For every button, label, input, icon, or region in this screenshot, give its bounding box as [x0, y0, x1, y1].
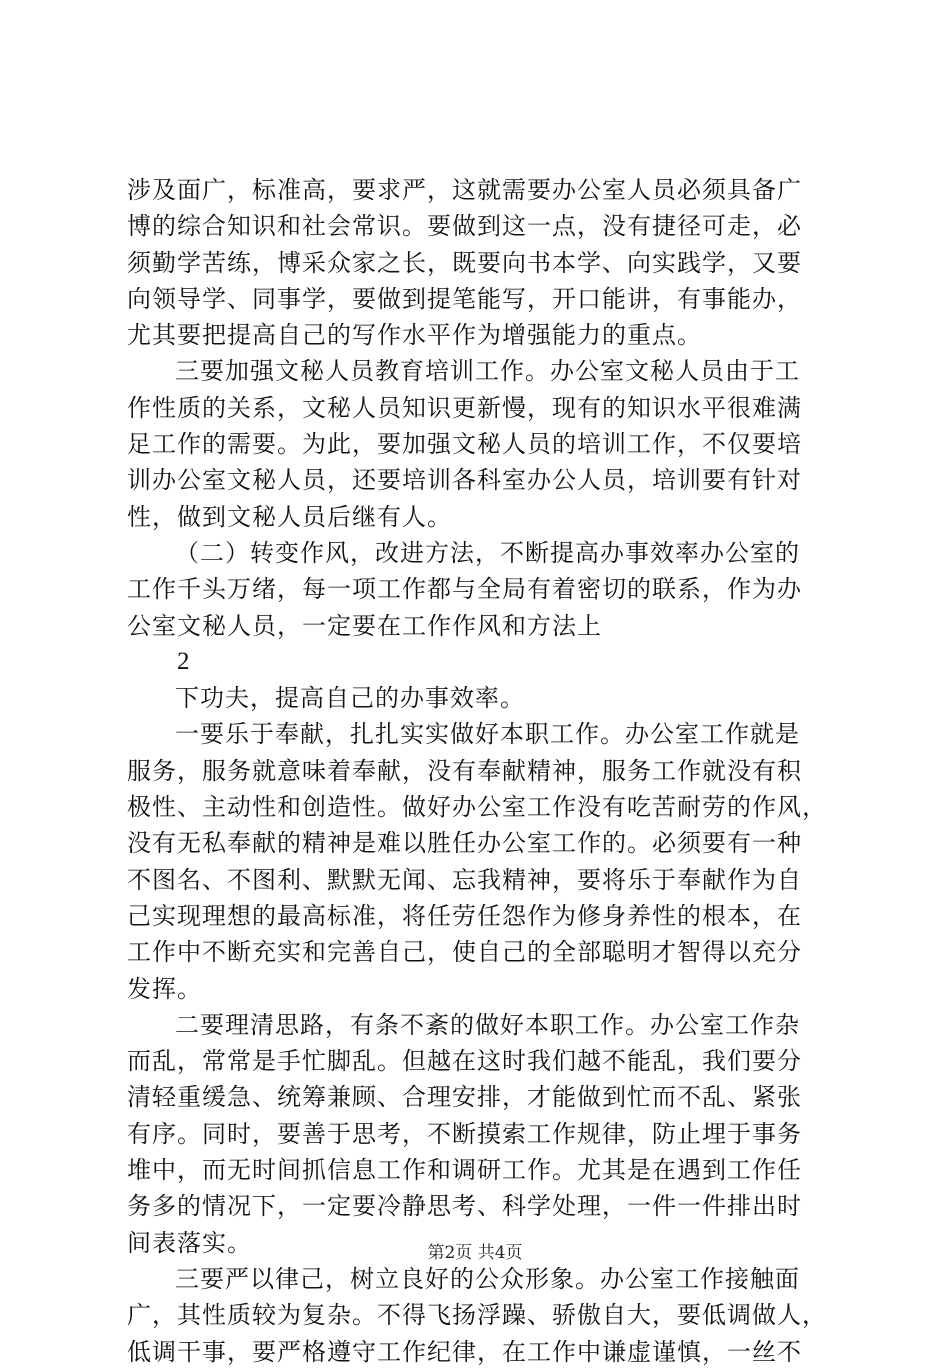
text-line: 尤其要把提高自己的写作水平作为增强能力的重点。 [127, 321, 702, 350]
text-line: 足工作的需要。为此，要加强文秘人员的培训工作，不仅要培 [127, 430, 802, 459]
text-line: 己实现理想的最高标准，将任劳任怨作为修身养性的根本，在 [127, 901, 802, 930]
text-line: 涉及面广，标准高，要求严，这就需要办公室人员必须具备广 [127, 176, 802, 204]
text-line: 公室文秘人员，一定要在工作作风和方法上 [127, 611, 602, 640]
inline-page-number: 2 [177, 647, 191, 675]
text-line: 务多的情况下，一定要冷静思考、科学处理，一件一件排出时 [127, 1192, 802, 1221]
text-line: 服务，服务就意味着奉献，没有奉献精神，服务工作就没有积 [127, 756, 802, 785]
text-line: 广，其性质较为复杂。不得飞扬浮躁、骄傲自大，要低调做人， [127, 1301, 827, 1330]
text-line: 没有无私奉献的精神是难以胜任办公室工作的。必须要有一种 [127, 829, 802, 858]
document-body [127, 172, 847, 1370]
text-line: 博的综合知识和社会常识。要做到这一点，没有捷径可走，必 [127, 212, 802, 241]
text-line: 性，做到文秘人员后继有人。 [127, 502, 452, 531]
text-line: 二要理清思路，有条不紊的做好本职工作。办公室工作杂 [175, 1010, 800, 1039]
text-line: 发挥。 [127, 974, 202, 1003]
text-line: 清轻重缓急、统筹兼顾、合理安排，才能做到忙而不乱、紧张 [127, 1083, 802, 1112]
text-line: 低调干事，要严格遵守工作纪律，在工作中谦虚谨慎，一丝不 [127, 1337, 802, 1366]
text-line: 工作中不断充实和完善自己，使自己的全部聪明才智得以充分 [127, 938, 802, 967]
text-line: 下功夫，提高自己的办事效率。 [175, 684, 525, 713]
text-line: 堆中，而无时间抓信息工作和调研工作。尤其是在遇到工作任 [127, 1156, 802, 1185]
text-line: 向领导学、同事学，要做到提笔能写，开口能讲，有事能办， [127, 284, 802, 313]
text-line: 有序。同时，要善于思考，不断摸索工作规律，防止埋于事务 [127, 1119, 802, 1148]
text-line: 三要加强文秘人员教育培训工作。办公室文秘人员由于工 [175, 357, 800, 386]
text-line: 三要严以律己，树立良好的公众形象。办公室工作接触面 [175, 1264, 800, 1293]
text-line: （二）转变作风，改进方法，不断提高办事效率办公室的 [175, 538, 800, 567]
text-line: 训办公室文秘人员，还要培训各科室办公人员，培训要有针对 [127, 466, 802, 495]
text-line: 极性、主动性和创造性。做好办公室工作没有吃苦耐劳的作风， [127, 793, 827, 822]
page-footer: 第2页 共4页 [427, 1243, 523, 1263]
text-line: 而乱，常常是手忙脚乱。但越在这时我们越不能乱，我们要分 [127, 1047, 802, 1076]
text-line: 须勤学苦练，博采众家之长，既要向书本学、向实践学，又要 [127, 248, 802, 277]
text-line: 间表落实。 [127, 1228, 252, 1257]
text-line: 一要乐于奉献，扎扎实实做好本职工作。办公室工作就是 [175, 720, 800, 749]
text-line: 作性质的关系，文秘人员知识更新慢，现有的知识水平很难满 [127, 393, 802, 422]
text-line: 不图名、不图利、默默无闻、忘我精神，要将乐于奉献作为自 [127, 865, 802, 894]
text-line: 工作千头万绪，每一项工作都与全局有着密切的联系，作为办 [127, 575, 802, 604]
